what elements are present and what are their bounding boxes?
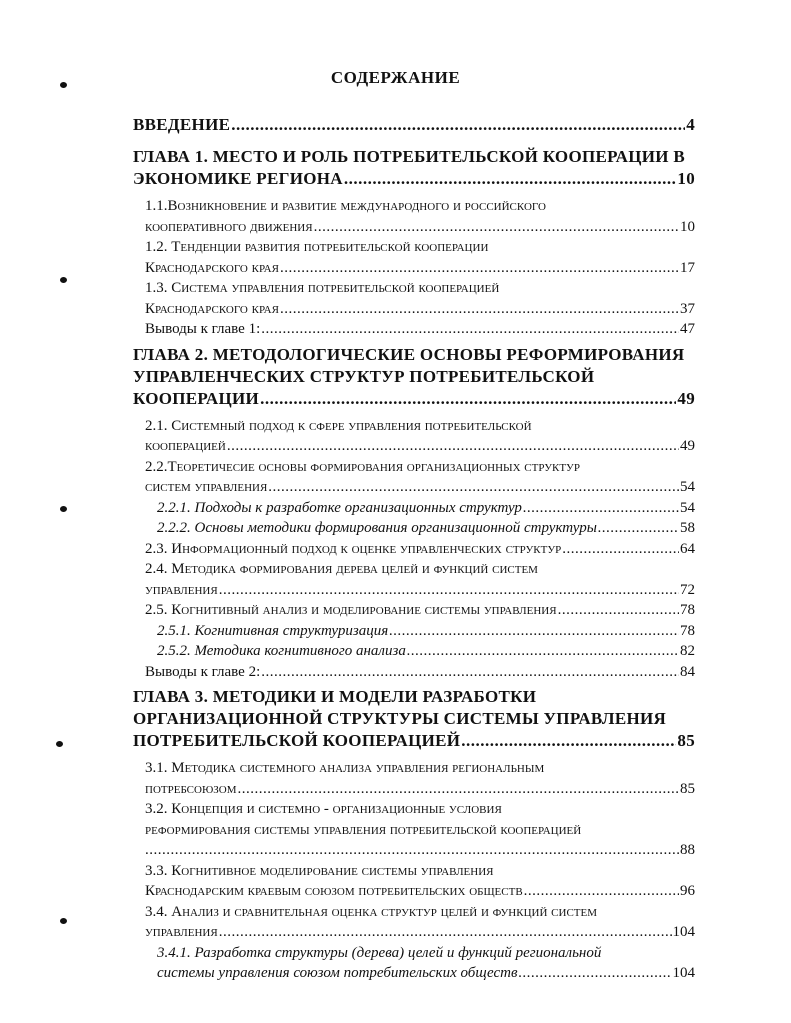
toc-entry-title: 2.1. Системный подход к сфере управления потребительской [145,417,532,434]
toc-entry-title: 2.5.1. Когнитивная структуризация [157,622,389,639]
toc-page-number: 58 [680,520,695,536]
toc-entry-title: 2.5. Когнитивный анализ и моделирование системы управления [145,602,557,618]
toc-page-number: 85 [677,731,695,750]
toc-entry-title: 3.4.1. Разработка структуры (дерева) целей и функций региональной [157,944,602,961]
toc-page-number: 85 [680,780,695,797]
toc-page-number: 37 [680,300,695,317]
toc-page-number: 88 [680,842,695,858]
toc-entry-title: 3.3. Когнитивное моделирование системы управления [145,862,494,879]
toc-entry-title: Краснодарского края [145,300,279,317]
toc-page-number: 64 [680,540,695,557]
toc-entry-title: систем управления [145,479,268,495]
toc-page-number: 10 [677,169,695,188]
toc-entry-title: ГЛАВА 3. МЕТОДИКИ И МОДЕЛИ РАЗРАБОТКИ [133,687,537,706]
toc-entry-title: потребсоюзом [145,780,237,797]
toc-chapter-1 [133,146,695,190]
toc-section-2-5 [133,600,695,621]
toc-entry-title: 2.2.1. Подходы к разработке организационных структур [157,499,522,516]
toc-page-number: 78 [680,622,695,639]
toc-section-1-3 [133,278,695,319]
toc-entry-title: кооперацией [145,438,226,454]
toc-section-2-2 [133,457,695,498]
toc-entry-title: ГЛАВА 2. МЕТОДОЛОГИЧЕСКИЕ ОСНОВЫ РЕФОРМИРОВАНИЯ [133,344,685,364]
toc-section-1-2 [133,237,695,278]
toc-page-number: 82 [680,643,695,659]
toc-entry-title: 2.2.Теоретичесие основы формирования организационных структур [145,458,580,475]
toc-chapter-2 [133,344,695,410]
toc-section-3-1 [133,758,695,799]
toc-page-number: 10 [680,218,695,235]
toc-page-number: 84 [680,663,695,680]
toc-page-number: 4 [686,115,695,134]
toc-conclusions-1 [133,319,695,340]
toc-section-1-1 [133,196,695,237]
toc-entry-title: Выводы к главе 2: [145,663,261,680]
toc-page-number: 47 [680,321,695,337]
toc-subsection-2-5-2 [133,641,695,662]
toc-entry-title: 3.1. Методика системного анализа управления региональным [145,760,545,776]
toc-page-number: 54 [680,499,695,516]
toc-intro [133,114,695,136]
toc-subsection-3-4-1 [133,943,695,984]
toc-chapter-3 [133,686,695,752]
toc-entry-title: ГЛАВА 1. МЕСТО И РОЛЬ ПОТРЕБИТЕЛЬСКОЙ КООПЕРАЦИИ В [133,147,685,166]
toc-page-number: 104 [672,924,695,940]
table-of-contents [133,114,695,984]
toc-page-number: 54 [680,479,695,495]
toc-entry-title: ПОТРЕБИТЕЛЬСКОЙ КООПЕРАЦИЕЙ [133,731,461,750]
toc-page-number: 49 [680,438,695,454]
toc-entry-title: Краснодарским краевым союзом потребительских обществ [145,883,523,899]
toc-section-2-4 [133,559,695,600]
toc-page-number: 49 [677,388,695,408]
toc-page-number: 96 [680,883,695,899]
toc-section-3-4 [133,902,695,943]
toc-subsection-2-2-1 [133,498,695,519]
toc-entry-title: реформирования системы управления потребительской кооперацией [145,821,582,838]
toc-subsection-2-5-1 [133,621,695,642]
toc-entry-title: кооперативного движения [145,218,313,235]
toc-entry-title: 1.3. Система управления потребительской кооперацией [145,280,500,296]
toc-entry-title: 3.4. Анализ и сравнительная оценка структур целей и функций систем [145,903,597,920]
toc-entry-title: КООПЕРАЦИИ [133,388,260,408]
toc-entry-title: 1.2. Тенденции развития потребительской кооперации [145,239,489,255]
toc-entry-title: ОРГАНИЗАЦИОННОЙ СТРУКТУРЫ СИСТЕМЫ УПРАВЛЕНИЯ [133,709,667,728]
toc-entry-title: УПРАВЛЕНЧЕСКИХ СТРУКТУР ПОТРЕБИТЕЛЬСКОЙ [133,366,595,386]
toc-section-2-1 [133,416,695,457]
toc-section-2-3 [133,539,695,560]
toc-entry-title: управления [145,924,218,940]
toc-entry-title: 2.4. Методика формирования дерева целей и функций систем [145,561,538,577]
toc-entry-title: системы управления союзом потребительских обществ [157,965,518,981]
toc-page-number: 104 [672,965,695,981]
toc-conclusions-2 [133,662,695,683]
toc-entry-title: управления [145,581,218,598]
toc-page-number: 78 [680,602,695,618]
toc-page-number: 17 [680,259,695,276]
toc-entry-title: Краснодарского края [145,259,279,276]
toc-entry-title: ВВЕДЕНИЕ [133,115,231,134]
toc-section-3-3 [133,861,695,902]
toc-subsection-2-2-2 [133,518,695,539]
page-title: СОДЕРЖАНИЕ [330,68,461,87]
toc-entry-title: Выводы к главе 1: [145,321,261,337]
toc-entry-title: 3.2. Концепция и системно - организационные условия [145,801,502,817]
toc-entry-title: 2.5.2. Методика когнитивного анализа [157,643,406,659]
toc-entry-title: ЭКОНОМИКЕ РЕГИОНА [133,169,343,188]
toc-entry-title: 2.3. Информационный подход к оценке управленческих структур [145,540,562,557]
toc-entry-title: 2.2.2. Основы методики формирования организационной структуры [157,520,597,536]
toc-entry-title: 1.1.Возникновение и развитие международного и российского [145,198,546,214]
toc-section-3-2 [133,799,695,861]
toc-page-number: 72 [680,581,695,598]
